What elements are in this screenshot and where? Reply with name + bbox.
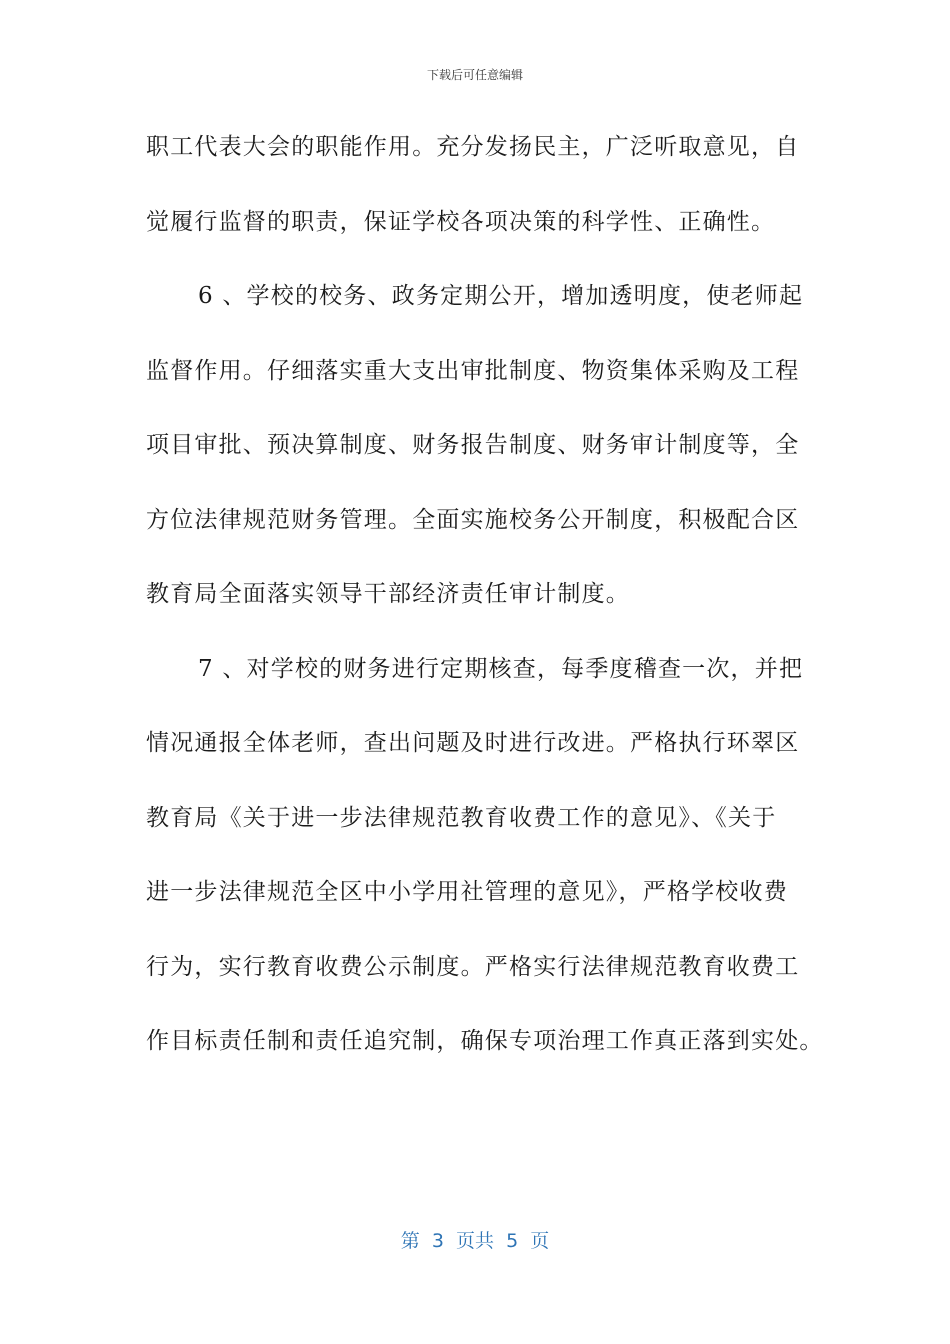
text-line: 监督作用。仔细落实重大支出审批制度、物资集体采购及工程 [146, 357, 800, 384]
text-line: 行为，实行教育收费公示制度。严格实行法律规范教育收费工 [146, 953, 800, 980]
paragraph-6-start: 6 、学校的校务、政务定期公开，增加透明度，使老师起 [198, 283, 804, 309]
text-line: 进一步法律规范全区中小学用社管理的意见》，严格学校收费 [146, 879, 788, 905]
paragraph-7-start: 7 、对学校的财务进行定期核查，每季度稽查一次，并把 [198, 655, 804, 682]
page-number: 第 3 页共 5 页 [400, 1230, 550, 1252]
text-line: 项目审批、预决算制度、财务报告制度、财务审计制度等，全 [146, 432, 800, 458]
text-line: 觉履行监督的职责，保证学校各项决策的科学性、正确性。 [146, 208, 776, 235]
text-line: 情况通报全体老师，查出问题及时进行改进。严格执行环翠区 [146, 730, 800, 756]
document-body [146, 110, 824, 1079]
text-line: 方位法律规范财务管理。全面实施校务公开制度，积极配合区 [146, 506, 800, 533]
text-line: 教育局全面落实领导干部经济责任审计制度。 [146, 581, 630, 607]
page-header: 下载后可任意编辑 [426, 68, 523, 82]
text-line: 作目标责任制和责任追究制，确保专项治理工作真正落到实处。 [146, 1028, 824, 1054]
text-line: 职工代表大会的职能作用。充分发扬民主，广泛听取意见，自 [146, 134, 800, 160]
text-line: 教育局《关于进一步法律规范教育收费工作的意见》、《关于 [146, 804, 777, 831]
